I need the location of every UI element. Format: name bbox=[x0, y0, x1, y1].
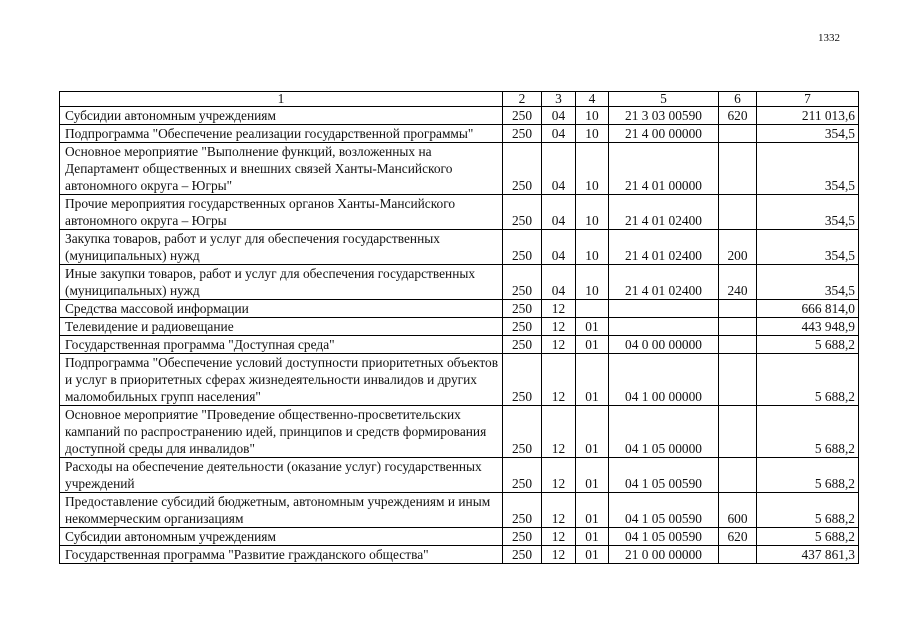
amount-cell: 354,5 bbox=[757, 265, 859, 300]
admin-code-cell: 250 bbox=[503, 493, 542, 528]
column-header: 6 bbox=[719, 92, 757, 107]
target-article-cell: 21 4 01 00000 bbox=[609, 143, 719, 195]
item-name-cell: Основное мероприятие "Проведение общественно-просветительских кампаний по распространению идей, принципов и средств формирования доступной среды для инвалидов" bbox=[60, 406, 503, 458]
expense-type-cell bbox=[719, 300, 757, 318]
expense-type-cell bbox=[719, 458, 757, 493]
admin-code-cell: 250 bbox=[503, 318, 542, 336]
item-name-cell: Иные закупки товаров, работ и услуг для обеспечения государственных (муниципальных) нужд bbox=[60, 265, 503, 300]
expense-type-cell bbox=[719, 195, 757, 230]
admin-code-cell: 250 bbox=[503, 546, 542, 564]
amount-cell: 443 948,9 bbox=[757, 318, 859, 336]
expense-type-cell: 620 bbox=[719, 528, 757, 546]
item-name-cell: Предоставление субсидий бюджетным, автономным учреждениям и иным некоммерческим организациям bbox=[60, 493, 503, 528]
admin-code-cell: 250 bbox=[503, 125, 542, 143]
target-article-cell: 21 4 01 02400 bbox=[609, 195, 719, 230]
column-header: 1 bbox=[60, 92, 503, 107]
target-article-cell: 04 0 00 00000 bbox=[609, 336, 719, 354]
target-article-cell: 04 1 00 00000 bbox=[609, 354, 719, 406]
amount-cell: 354,5 bbox=[757, 143, 859, 195]
table-row bbox=[60, 125, 859, 143]
table-row bbox=[60, 406, 859, 458]
target-article-cell bbox=[609, 300, 719, 318]
admin-code-cell: 250 bbox=[503, 143, 542, 195]
expense-type-cell: 600 bbox=[719, 493, 757, 528]
admin-code-cell: 250 bbox=[503, 458, 542, 493]
item-name-cell: Государственная программа "Развитие гражданского общества" bbox=[60, 546, 503, 564]
table-row bbox=[60, 300, 859, 318]
expense-type-cell: 200 bbox=[719, 230, 757, 265]
table-row bbox=[60, 265, 859, 300]
amount-cell: 354,5 bbox=[757, 125, 859, 143]
amount-cell: 354,5 bbox=[757, 230, 859, 265]
target-article-cell: 21 3 03 00590 bbox=[609, 107, 719, 125]
target-article-cell: 04 1 05 00590 bbox=[609, 493, 719, 528]
amount-cell: 5 688,2 bbox=[757, 354, 859, 406]
subsection-cell: 01 bbox=[576, 406, 609, 458]
section-cell: 04 bbox=[542, 125, 576, 143]
subsection-cell: 10 bbox=[576, 107, 609, 125]
subsection-cell: 10 bbox=[576, 143, 609, 195]
table-row bbox=[60, 318, 859, 336]
admin-code-cell: 250 bbox=[503, 336, 542, 354]
amount-cell: 5 688,2 bbox=[757, 406, 859, 458]
table-row bbox=[60, 354, 859, 406]
subsection-cell: 01 bbox=[576, 458, 609, 493]
expense-type-cell: 620 bbox=[719, 107, 757, 125]
subsection-cell: 01 bbox=[576, 318, 609, 336]
section-cell: 04 bbox=[542, 195, 576, 230]
section-cell: 04 bbox=[542, 230, 576, 265]
amount-cell: 5 688,2 bbox=[757, 458, 859, 493]
column-header: 5 bbox=[609, 92, 719, 107]
admin-code-cell: 250 bbox=[503, 107, 542, 125]
subsection-cell: 01 bbox=[576, 493, 609, 528]
section-cell: 04 bbox=[542, 265, 576, 300]
admin-code-cell: 250 bbox=[503, 354, 542, 406]
subsection-cell: 01 bbox=[576, 354, 609, 406]
item-name-cell: Подпрограмма "Обеспечение условий доступности приоритетных объектов и услуг в приоритетных сферах жизнедеятельности инвалидов и других маломобильных групп населения" bbox=[60, 354, 503, 406]
admin-code-cell: 250 bbox=[503, 230, 542, 265]
subsection-cell bbox=[576, 300, 609, 318]
subsection-cell: 01 bbox=[576, 528, 609, 546]
page-number: 1332 bbox=[818, 32, 840, 44]
amount-cell: 5 688,2 bbox=[757, 493, 859, 528]
item-name-cell: Телевидение и радиовещание bbox=[60, 318, 503, 336]
section-cell: 12 bbox=[542, 406, 576, 458]
item-name-cell: Расходы на обеспечение деятельности (оказание услуг) государственных учреждений bbox=[60, 458, 503, 493]
section-cell: 12 bbox=[542, 354, 576, 406]
subsection-cell: 01 bbox=[576, 546, 609, 564]
section-cell: 04 bbox=[542, 107, 576, 125]
section-cell: 12 bbox=[542, 493, 576, 528]
target-article-cell: 21 4 01 02400 bbox=[609, 230, 719, 265]
expense-type-cell bbox=[719, 143, 757, 195]
admin-code-cell: 250 bbox=[503, 406, 542, 458]
section-cell: 04 bbox=[542, 143, 576, 195]
target-article-cell: 21 4 00 00000 bbox=[609, 125, 719, 143]
table-row bbox=[60, 195, 859, 230]
target-article-cell: 04 1 05 00000 bbox=[609, 406, 719, 458]
column-header: 4 bbox=[576, 92, 609, 107]
table-row bbox=[60, 230, 859, 265]
amount-cell: 666 814,0 bbox=[757, 300, 859, 318]
column-header: 2 bbox=[503, 92, 542, 107]
table-row bbox=[60, 528, 859, 546]
table-header-row bbox=[60, 92, 859, 107]
item-name-cell: Субсидии автономным учреждениям bbox=[60, 107, 503, 125]
target-article-cell bbox=[609, 318, 719, 336]
table-row bbox=[60, 546, 859, 564]
amount-cell: 211 013,6 bbox=[757, 107, 859, 125]
expense-type-cell bbox=[719, 354, 757, 406]
column-header: 7 bbox=[757, 92, 859, 107]
item-name-cell: Средства массовой информации bbox=[60, 300, 503, 318]
amount-cell: 354,5 bbox=[757, 195, 859, 230]
subsection-cell: 10 bbox=[576, 265, 609, 300]
table-row bbox=[60, 336, 859, 354]
admin-code-cell: 250 bbox=[503, 265, 542, 300]
expense-type-cell bbox=[719, 125, 757, 143]
item-name-cell: Основное мероприятие "Выполнение функций, возложенных на Департамент общественных и внешних связей Ханты-Мансийского автономного округа – Югры" bbox=[60, 143, 503, 195]
target-article-cell: 04 1 05 00590 bbox=[609, 528, 719, 546]
section-cell: 12 bbox=[542, 300, 576, 318]
subsection-cell: 01 bbox=[576, 336, 609, 354]
item-name-cell: Закупка товаров, работ и услуг для обеспечения государственных (муниципальных) нужд bbox=[60, 230, 503, 265]
admin-code-cell: 250 bbox=[503, 528, 542, 546]
admin-code-cell: 250 bbox=[503, 300, 542, 318]
expense-type-cell bbox=[719, 406, 757, 458]
subsection-cell: 10 bbox=[576, 230, 609, 265]
item-name-cell: Прочие мероприятия государственных органов Ханты-Мансийского автономного округа – Югры bbox=[60, 195, 503, 230]
amount-cell: 5 688,2 bbox=[757, 528, 859, 546]
admin-code-cell: 250 bbox=[503, 195, 542, 230]
target-article-cell: 21 0 00 00000 bbox=[609, 546, 719, 564]
target-article-cell: 04 1 05 00590 bbox=[609, 458, 719, 493]
expense-type-cell bbox=[719, 318, 757, 336]
section-cell: 12 bbox=[542, 546, 576, 564]
amount-cell: 5 688,2 bbox=[757, 336, 859, 354]
table-row bbox=[60, 107, 859, 125]
subsection-cell: 10 bbox=[576, 195, 609, 230]
expense-type-cell bbox=[719, 546, 757, 564]
expense-type-cell bbox=[719, 336, 757, 354]
table-row bbox=[60, 458, 859, 493]
section-cell: 12 bbox=[542, 528, 576, 546]
item-name-cell: Государственная программа "Доступная среда" bbox=[60, 336, 503, 354]
section-cell: 12 bbox=[542, 318, 576, 336]
subsection-cell: 10 bbox=[576, 125, 609, 143]
item-name-cell: Субсидии автономным учреждениям bbox=[60, 528, 503, 546]
table-row bbox=[60, 493, 859, 528]
item-name-cell: Подпрограмма "Обеспечение реализации государственной программы" bbox=[60, 125, 503, 143]
amount-cell: 437 861,3 bbox=[757, 546, 859, 564]
budget-table bbox=[59, 91, 859, 564]
column-header: 3 bbox=[542, 92, 576, 107]
target-article-cell: 21 4 01 02400 bbox=[609, 265, 719, 300]
table-row bbox=[60, 143, 859, 195]
section-cell: 12 bbox=[542, 458, 576, 493]
expense-type-cell: 240 bbox=[719, 265, 757, 300]
section-cell: 12 bbox=[542, 336, 576, 354]
